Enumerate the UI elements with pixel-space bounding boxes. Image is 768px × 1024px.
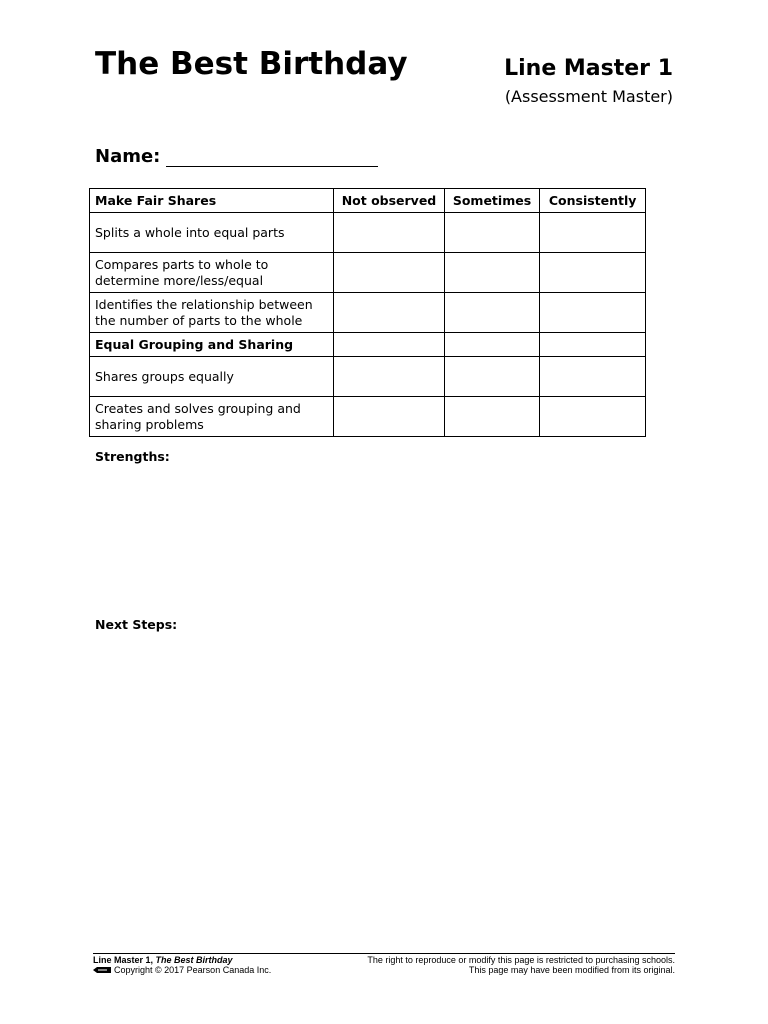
master-type-label: (Assessment Master): [504, 87, 673, 106]
name-blank-line[interactable]: [166, 146, 378, 167]
pencil-icon: [93, 966, 111, 974]
assessment-table: [89, 188, 646, 437]
line-master-label: Line Master 1: [504, 56, 673, 81]
not-observed-cell: [334, 333, 444, 357]
footer-right: [367, 955, 675, 975]
copyright-text: Copyright © 2017 Pearson Canada Inc.: [114, 965, 272, 975]
table-row: [90, 213, 646, 253]
criterion-cell: Creates and solves grouping and sharing problems: [90, 397, 334, 437]
section-heading-cell: Equal Grouping and Sharing: [90, 333, 334, 357]
not-observed-cell[interactable]: [334, 213, 444, 253]
consistently-cell[interactable]: [540, 357, 646, 397]
sometimes-cell: [444, 333, 540, 357]
criterion-cell: Splits a whole into equal parts: [90, 213, 334, 253]
table-row: [90, 253, 646, 293]
criterion-cell: Compares parts to whole to determine more/less/equal: [90, 253, 334, 293]
table-header-row: [90, 189, 646, 213]
sometimes-cell[interactable]: [444, 213, 540, 253]
reproduction-notice: The right to reproduce or modify this page is restricted to purchasing schools.: [367, 955, 675, 965]
name-field: [95, 146, 378, 167]
footer-source-title: The Best Birthday: [155, 955, 233, 965]
footer-source: [93, 955, 271, 965]
page-title: The Best Birthday: [95, 46, 408, 82]
footer-divider: [93, 953, 675, 954]
strengths-label: Strengths:: [95, 449, 170, 464]
header-sometimes: Sometimes: [444, 189, 540, 213]
line-master-block: [504, 55, 673, 109]
table-row: [90, 397, 646, 437]
not-observed-cell[interactable]: [334, 293, 444, 333]
not-observed-cell[interactable]: [334, 357, 444, 397]
not-observed-cell[interactable]: [334, 253, 444, 293]
modification-notice: This page may have been modified from its original.: [468, 965, 675, 975]
criterion-cell: Identifies the relationship between the number of parts to the whole: [90, 293, 334, 333]
table-row: [90, 293, 646, 333]
footer-copyright-row: [93, 965, 271, 975]
header-consistently: Consistently: [540, 189, 646, 213]
name-label: Name:: [95, 146, 161, 167]
sometimes-cell[interactable]: [444, 253, 540, 293]
footer-source-prefix: Line Master 1,: [93, 955, 156, 965]
table-section-row: [90, 333, 646, 357]
consistently-cell[interactable]: [540, 293, 646, 333]
footer-left: [93, 955, 271, 975]
not-observed-cell[interactable]: [334, 397, 444, 437]
table-row: [90, 357, 646, 397]
consistently-cell[interactable]: [540, 253, 646, 293]
consistently-cell[interactable]: [540, 397, 646, 437]
consistently-cell: [540, 333, 646, 357]
sometimes-cell[interactable]: [444, 397, 540, 437]
criterion-cell: Shares groups equally: [90, 357, 334, 397]
header-not-observed: Not observed: [334, 189, 444, 213]
sometimes-cell[interactable]: [444, 293, 540, 333]
sometimes-cell[interactable]: [444, 357, 540, 397]
next-steps-label: Next Steps:: [95, 617, 178, 632]
header-make-fair-shares: Make Fair Shares: [90, 189, 334, 213]
consistently-cell[interactable]: [540, 213, 646, 253]
